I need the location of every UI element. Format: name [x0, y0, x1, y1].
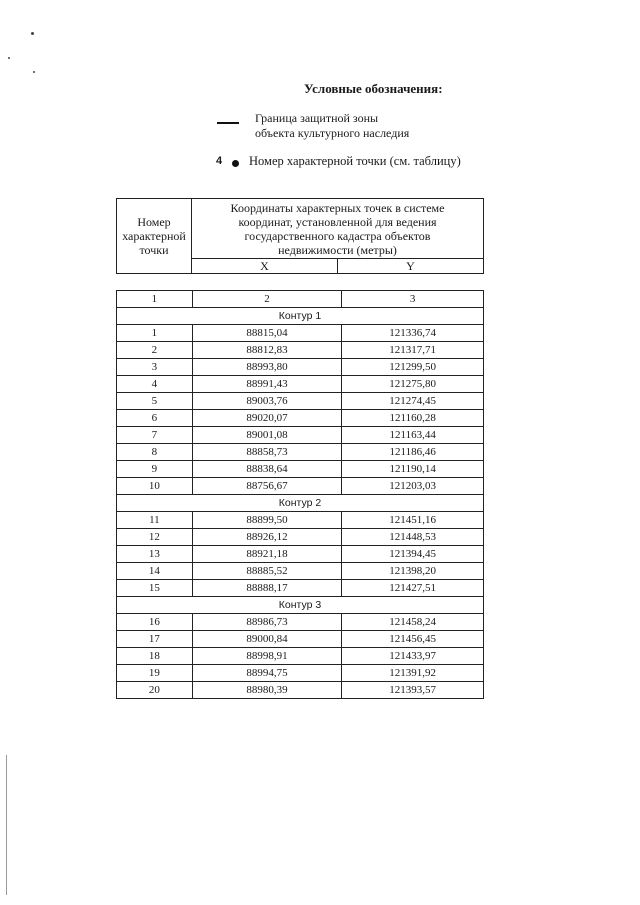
column-number-cell: 2: [192, 291, 342, 308]
table-row: [117, 580, 484, 597]
y-coordinate-cell: 121160,28: [342, 410, 484, 427]
y-coordinate-cell: 121458,24: [342, 614, 484, 631]
coordinates-column-header: Координаты характерных точек в системе координат, установленной для ведения государственного кадастра объектов недвижимости (метры): [192, 199, 484, 259]
x-coordinate-cell: 88980,39: [192, 682, 342, 699]
point-number-cell: 19: [117, 665, 193, 682]
table-row: [117, 410, 484, 427]
point-number-cell: 18: [117, 648, 193, 665]
contour-title: Контур 3: [117, 597, 484, 614]
table-row: [117, 342, 484, 359]
x-coordinate-cell: 88888,17: [192, 580, 342, 597]
point-number-cell: 7: [117, 427, 193, 444]
coordinates-data-table: [116, 290, 484, 699]
x-coordinate-cell: 88756,67: [192, 478, 342, 495]
x-coordinate-cell: 88858,73: [192, 444, 342, 461]
y-coordinate-cell: 121427,51: [342, 580, 484, 597]
table-row: [117, 478, 484, 495]
table-row: [117, 444, 484, 461]
point-number-cell: 2: [117, 342, 193, 359]
point-number-cell: 11: [117, 512, 193, 529]
table-row: [117, 631, 484, 648]
column-number-row: [117, 291, 484, 308]
table-row: [117, 325, 484, 342]
point-number-cell: 9: [117, 461, 193, 478]
point-label: Номер характерной точки (см. таблицу): [249, 154, 461, 168]
point-number-cell: 10: [117, 478, 193, 495]
contour-title: Контур 2: [117, 495, 484, 512]
point-number-cell: 12: [117, 529, 193, 546]
point-number-cell: 5: [117, 393, 193, 410]
point-number-cell: 14: [117, 563, 193, 580]
table-row: [117, 427, 484, 444]
y-coordinate-cell: 121274,45: [342, 393, 484, 410]
x-coordinate-cell: 89003,76: [192, 393, 342, 410]
y-coordinate-cell: 121163,44: [342, 427, 484, 444]
column-number-cell: 1: [117, 291, 193, 308]
y-coordinate-cell: 121299,50: [342, 359, 484, 376]
table-row: [117, 648, 484, 665]
contour-title: Контур 1: [117, 308, 484, 325]
y-coordinate-cell: 121393,57: [342, 682, 484, 699]
x-coordinate-cell: 88994,75: [192, 665, 342, 682]
x-coordinate-cell: 88815,04: [192, 325, 342, 342]
x-coordinate-cell: 88991,43: [192, 376, 342, 393]
table-row: [117, 665, 484, 682]
x-coordinate-cell: 88899,50: [192, 512, 342, 529]
x-coordinate-cell: 88993,80: [192, 359, 342, 376]
scan-edge-line: [6, 755, 7, 895]
x-coordinate-cell: 89001,08: [192, 427, 342, 444]
point-number-cell: 4: [117, 376, 193, 393]
y-coordinate-cell: 121203,03: [342, 478, 484, 495]
table-row: [117, 614, 484, 631]
y-column-header: Y: [338, 259, 484, 274]
table-row: [117, 376, 484, 393]
scan-speck: [8, 57, 10, 59]
x-coordinate-cell: 88986,73: [192, 614, 342, 631]
point-number-column-header: Номер характерной точки: [117, 199, 192, 274]
table-row: [117, 546, 484, 563]
coordinates-header-table: [116, 198, 484, 274]
point-dot-symbol: [232, 160, 239, 167]
point-number-cell: 3: [117, 359, 193, 376]
boundary-line-label: [255, 111, 409, 141]
y-coordinate-cell: 121451,16: [342, 512, 484, 529]
boundary-line-label-line1: Граница защитной зоны: [255, 111, 379, 125]
x-column-header: X: [192, 259, 338, 274]
y-coordinate-cell: 121186,46: [342, 444, 484, 461]
x-coordinate-cell: 88998,91: [192, 648, 342, 665]
table-row: [117, 393, 484, 410]
x-coordinate-cell: 88812,83: [192, 342, 342, 359]
table-row: [117, 682, 484, 699]
y-coordinate-cell: 121275,80: [342, 376, 484, 393]
point-number-cell: 1: [117, 325, 193, 342]
x-coordinate-cell: 88885,52: [192, 563, 342, 580]
y-coordinate-cell: 121394,45: [342, 546, 484, 563]
scan-speck: [31, 32, 34, 35]
point-number-cell: 15: [117, 580, 193, 597]
contour-title-row: [117, 308, 484, 325]
point-number-cell: 20: [117, 682, 193, 699]
scan-speck: [33, 71, 35, 73]
point-number-cell: 13: [117, 546, 193, 563]
boundary-line-symbol: [217, 122, 239, 124]
point-number-cell: 6: [117, 410, 193, 427]
x-coordinate-cell: 88921,18: [192, 546, 342, 563]
point-number-cell: 8: [117, 444, 193, 461]
legend-title: Условные обозначения:: [304, 81, 443, 96]
y-coordinate-cell: 121448,53: [342, 529, 484, 546]
contour-title-row: [117, 597, 484, 614]
y-coordinate-cell: 121456,45: [342, 631, 484, 648]
table-row: [117, 461, 484, 478]
y-coordinate-cell: 121190,14: [342, 461, 484, 478]
y-coordinate-cell: 121433,97: [342, 648, 484, 665]
y-coordinate-cell: 121336,74: [342, 325, 484, 342]
y-coordinate-cell: 121317,71: [342, 342, 484, 359]
x-coordinate-cell: 88926,12: [192, 529, 342, 546]
table-row: [117, 529, 484, 546]
boundary-line-label-line2: объекта культурного наследия: [255, 126, 410, 140]
x-coordinate-cell: 89000,84: [192, 631, 342, 648]
x-coordinate-cell: 89020,07: [192, 410, 342, 427]
table-row: [117, 359, 484, 376]
y-coordinate-cell: 121391,92: [342, 665, 484, 682]
point-number-cell: 17: [117, 631, 193, 648]
point-number-cell: 16: [117, 614, 193, 631]
x-coordinate-cell: 88838,64: [192, 461, 342, 478]
table-row: [117, 512, 484, 529]
y-coordinate-cell: 121398,20: [342, 563, 484, 580]
table-row: [117, 563, 484, 580]
column-number-cell: 3: [342, 291, 484, 308]
contour-title-row: [117, 495, 484, 512]
point-number-sample: 4: [216, 155, 223, 167]
